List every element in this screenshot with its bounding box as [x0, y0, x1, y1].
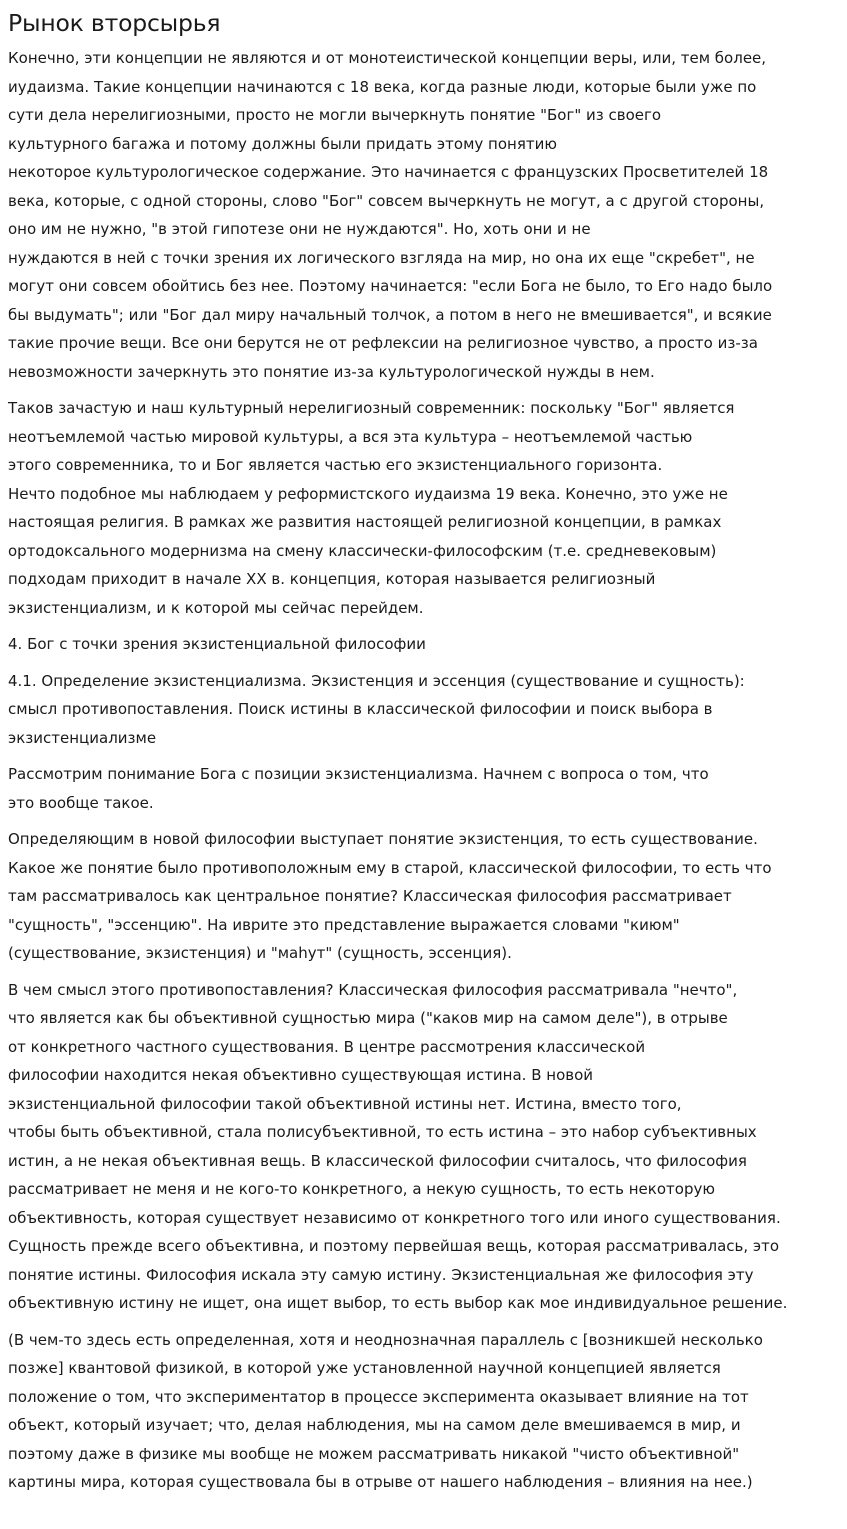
text-line: невозможности зачеркнуть это понятие из-за культурологической нужды в нем. — [8, 362, 655, 381]
text-line: поэтому даже в физике мы вообще не можем рассматривать никакой "чисто объективной" — [8, 1444, 740, 1463]
text-line: объективную истину не ищет, она ищет выбор, то есть выбор как мое индивидуальное решение. — [8, 1294, 788, 1312]
text-line: экзистенциализме — [8, 728, 157, 747]
text-line: объективность, которая существует независимо от конкретного того или иного существования. — [8, 1208, 781, 1227]
text-line: подходам приходит в начале XX в. концепция, которая называется религиозный — [8, 570, 656, 588]
paragraph — [8, 825, 847, 968]
text-line: культурного багажа и потому должны были придать этому понятию — [8, 134, 557, 153]
text-line: Какое же понятие было противоположным ему в старой, классической философии, то есть что — [8, 858, 772, 877]
text-line: Определяющим в новой философии выступает понятие экзистенция, то есть существование. — [8, 830, 758, 848]
text-line: экзистенциализм, и к которой мы сейчас перейдем. — [8, 598, 424, 617]
text-line: В чем смысл этого противопоставления? Классическая философия рассматривала "нечто", — [8, 980, 738, 999]
paragraph — [8, 394, 847, 622]
text-line: оно им не нужно, "в этой гипотезе они не нуждаются". Но, хоть они и не — [8, 220, 591, 238]
text-line: некоторое культурологическое содержание. Это начинается с французских Просветителей 18 — [8, 163, 769, 181]
text-line: (существование, экзистенция) и "маhут" (сущность, эссенция). — [8, 944, 512, 962]
text-line: нуждаются в ней с точки зрения их логического взгляда на мир, но она их еще "скребет", не — [8, 248, 755, 267]
text-line: истин, а не некая объективная вещь. В классической философии считалось, что философия — [8, 1151, 747, 1170]
text-line: "сущность", "эссенцию". На иврите это представление выражается словами "киюм" — [8, 915, 680, 934]
paragraph — [8, 667, 847, 753]
text-line: Нечто подобное мы наблюдаем у реформистского иудаизма 19 века. Конечно, это уже не — [8, 484, 728, 503]
text-line: смысл противопоставления. Поиск истины в классической философии и поиск выбора в — [8, 700, 713, 718]
text-line: что является как бы объективной сущностью мира ("каков мир на самом деле"), в отрыве — [8, 1009, 728, 1027]
text-line: Рассмотрим понимание Бога с позиции экзистенциализма. Начнем с вопроса о том, что — [8, 765, 709, 783]
text-line: настоящая религия. В рамках же развития настоящей религиозной концепции, в рамках — [8, 513, 722, 531]
text-line: там рассматривалось как центральное понятие? Классическая философия рассматривает — [8, 887, 732, 905]
text-line: 4.1. Определение экзистенциализма. Экзистенция и эссенция (существование и сущность): — [8, 671, 745, 690]
text-line: неотъемлемой частью мировой культуры, а вся эта культура – неотъемлемой частью — [8, 427, 693, 446]
paragraph — [8, 760, 847, 817]
text-line: Конечно, эти концепции не являются и от монотеистической концепции веры, или, тем более, — [8, 49, 767, 67]
text-line: сути дела нерелигиозными, просто не могли вычеркнуть понятие "Бог" из своего — [8, 106, 662, 124]
text-line: философии находится некая объективно существующая истина. В новой — [8, 1066, 594, 1084]
text-line: картины мира, которая существовала бы в отрыве от нашего наблюдения – влияния на нее.) — [8, 1473, 753, 1491]
text-line: века, которые, с одной стороны, слово "Бог" совсем вычеркнуть не могут, а с другой стороны, — [8, 191, 765, 210]
text-line: ортодоксального модернизма на смену классически-философским (т.е. средневековым) — [8, 541, 717, 560]
text-line: могут они совсем обойтись без нее. Поэтому начинается: "если Бога не было, то Его надо было — [8, 277, 773, 295]
text-line: от конкретного частного существования. В центре рассмотрения классической — [8, 1037, 646, 1056]
text-line: 4. Бог с точки зрения экзистенциальной философии — [8, 635, 426, 653]
text-line: (В чем-то здесь есть определенная, хотя и неоднозначная параллель с [возникшей несколько — [8, 1330, 763, 1349]
article-body — [8, 44, 847, 1497]
text-line: это вообще такое. — [8, 793, 154, 812]
page-title: Рынок вторсырья — [8, 9, 221, 37]
text-line: позже] квантовой физикой, в которой уже установленной научной концепцией является — [8, 1359, 721, 1377]
paragraph — [8, 630, 847, 659]
text-line: этого современника, то и Бог является частью его экзистенциального горизонта. — [8, 456, 663, 474]
text-line: Сущность прежде всего объективна, и поэтому первейшая вещь, которая рассматривалась, это — [8, 1237, 780, 1255]
paragraph — [8, 976, 847, 1318]
text-line: такие прочие вещи. Все они берутся не от рефлексии на религиозное чувство, а просто из-за — [8, 334, 758, 352]
text-line: иудаизма. Такие концепции начинаются с 18 века, когда разные люди, которые были уже по — [8, 77, 757, 96]
text-line: бы выдумать"; или "Бог дал миру начальный толчок, а потом в него не вмешивается", и всякие — [8, 305, 772, 324]
paragraph — [8, 1326, 847, 1497]
text-line: объект, который изучает; что, делая наблюдения, мы на самом деле вмешиваемся в мир, и — [8, 1416, 741, 1434]
paragraph — [8, 44, 847, 386]
text-line: чтобы быть объективной, стала полисубъективной, то есть истина – это набор субъективных — [8, 1123, 757, 1141]
text-line: Таков зачастую и наш культурный нерелигиозный современник: поскольку "Бог" является — [8, 399, 735, 417]
text-line: экзистенциальной философии такой объективной истины нет. Истина, вместо того, — [8, 1094, 682, 1113]
text-line: понятие истины. Философия искала эту самую истину. Экзистенциальная же философия эту — [8, 1265, 754, 1284]
text-line: положение о том, что экспериментатор в процессе эксперимента оказывает влияние на тот — [8, 1387, 749, 1406]
text-line: рассматривает не меня и не кого-то конкретного, а некую сущность, то есть некоторую — [8, 1180, 715, 1198]
